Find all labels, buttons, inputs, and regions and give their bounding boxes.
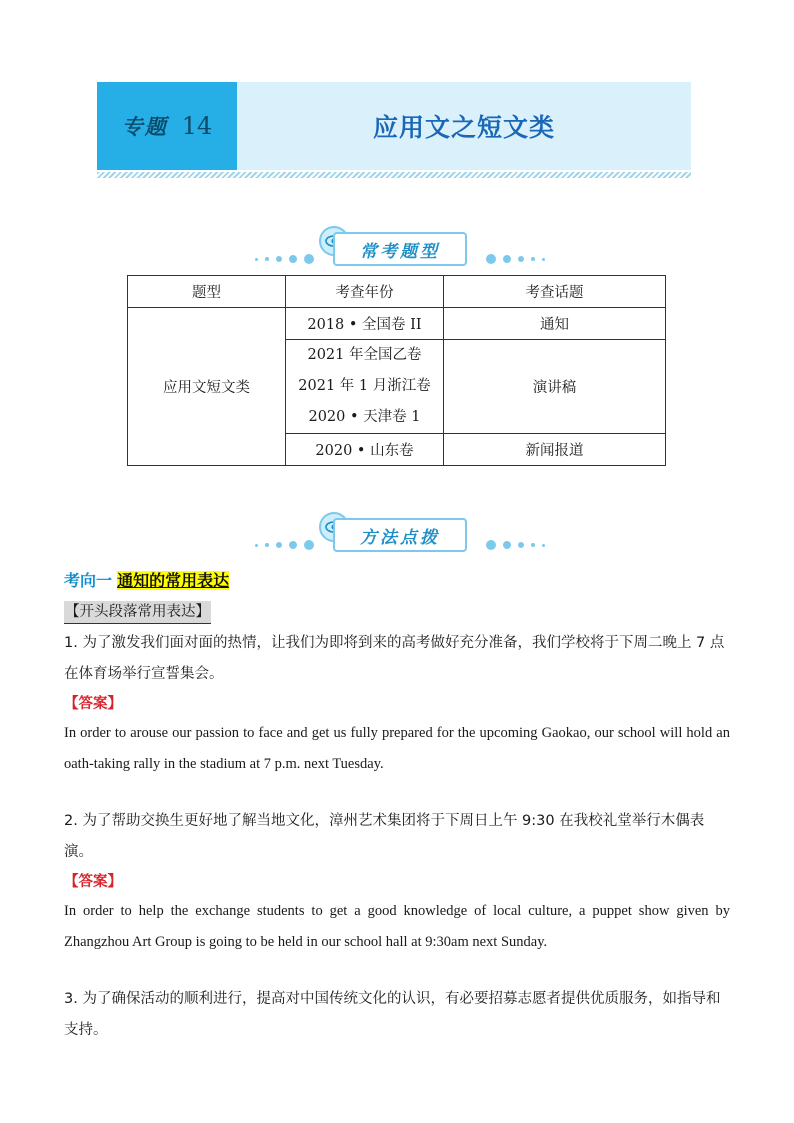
main-content [64, 567, 730, 1046]
paragraph-tag: 【开头段落常用表达】 [64, 601, 211, 624]
year-line: 2021 年 1 月浙江卷 [298, 378, 431, 394]
answer-tag: 【答案】 [64, 696, 122, 712]
decor-dots-left [255, 540, 314, 550]
page-title: 应用文之短文类 [372, 113, 555, 142]
answer-text: In order to help the exchange students to get a good knowledge of local culture, a puppet show given by Zhangzhou Art Group is going to be held in our school hall at 9:30am next Sunday. [64, 903, 730, 950]
year-line: 2021 年全国乙卷 [307, 347, 422, 363]
table-header: 考查年份 [286, 276, 444, 308]
topic-label: 专题 [121, 115, 168, 139]
table-cell-type: 应用文短文类 [128, 308, 286, 466]
table-header: 考查话题 [444, 276, 666, 308]
section-title: 常考题型 [333, 232, 467, 266]
direction-label: 考向一 [64, 571, 113, 590]
header-banner [97, 82, 691, 170]
table-cell-topic: 通知 [444, 308, 666, 340]
direction-heading [64, 567, 730, 595]
decor-dots-right [486, 540, 545, 550]
decor-dots-right [486, 254, 545, 264]
question-text: 2. 为了帮助交换生更好地了解当地文化，漳州艺术集团将于下周日上午 9:30 在我校礼堂举行木偶表演。 [64, 813, 705, 860]
table-cell-years [286, 340, 444, 434]
table-cell-topic: 演讲稿 [444, 340, 666, 434]
table-row [128, 308, 666, 340]
question-text: 3. 为了确保活动的顺利进行，提高对中国传统文化的认识，有必要招募志愿者提供优质服务，如指导和支持。 [64, 991, 721, 1038]
section-badge-method [255, 512, 545, 558]
section-title: 方法点拨 [333, 518, 467, 552]
table-header-row [128, 276, 666, 308]
table-cell-topic: 新闻报道 [444, 434, 666, 466]
table-header: 题型 [128, 276, 286, 308]
decor-dots-left [255, 254, 314, 264]
answer-text: In order to arouse our passion to face and get us fully prepared for the upcoming Gaokao, our school will hold an oath-taking rally in the stadium at 7 p.m. next Tuesday. [64, 725, 730, 772]
direction-title: 通知的常用表达 [117, 571, 230, 590]
table-cell-year: 2018 • 全国卷 II [286, 308, 444, 340]
banner-divider [97, 172, 691, 178]
answer-tag: 【答案】 [64, 874, 122, 890]
section-badge-common-types [255, 226, 545, 272]
exam-table [127, 275, 666, 466]
topic-number: 14 [181, 112, 213, 140]
year-line: 2020 • 天津卷 1 [308, 409, 421, 425]
question-text: 1. 为了激发我们面对面的热情，让我们为即将到来的高考做好充分准备，我们学校将于下周二晚上 7 点在体育场举行宣誓集会。 [64, 635, 725, 682]
table-cell-year: 2020 • 山东卷 [286, 434, 444, 466]
topic-block [97, 82, 237, 170]
